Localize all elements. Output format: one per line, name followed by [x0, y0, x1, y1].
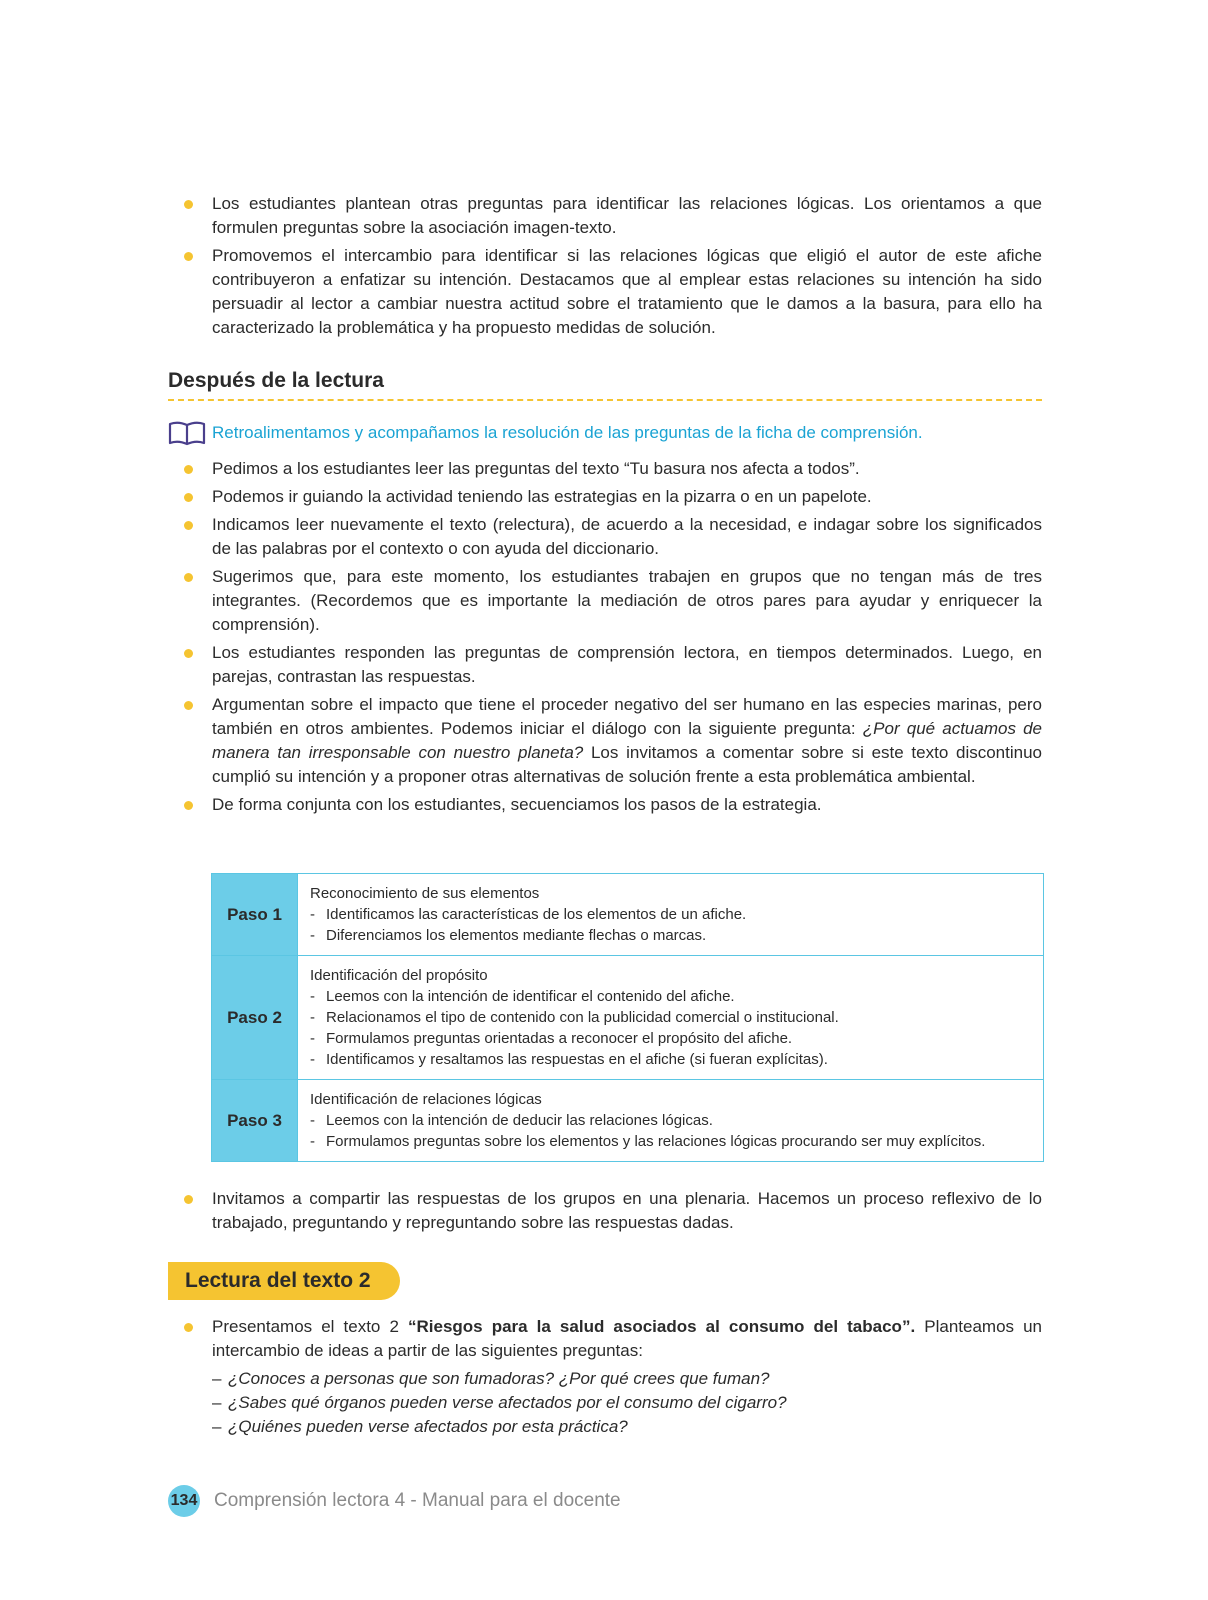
- section-heading: Después de la lectura: [168, 369, 1042, 401]
- strategy-steps-table: [211, 873, 1044, 1162]
- plenary-bullet-list: [168, 1187, 1042, 1239]
- list-item: Invitamos a compartir las respuestas de los grupos en una plenaria. Hacemos un proceso reflexivo de lo trabajado, preguntando y repreguntando sobre las respuestas dadas.: [168, 1187, 1042, 1235]
- step-label: Paso 1: [212, 874, 298, 956]
- step-item: - Leemos con la intención de deducir las relaciones lógicas.: [310, 1110, 1031, 1131]
- book-icon: [168, 420, 206, 446]
- instruction-text: Retroalimentamos y acompañamos la resolución de las preguntas de la ficha de comprensión.: [212, 423, 923, 442]
- instruction-line: [168, 420, 1042, 446]
- top-bullet-list: [168, 192, 1042, 344]
- argument-text-after: Los invitamos a comentar sobre si este texto discontinuo cumplió su intención y a proponer otras alternativas de solución frente a esta problemática ambiental.: [212, 743, 1042, 786]
- table-row: [212, 874, 1044, 956]
- step-body: [298, 874, 1044, 956]
- list-item: [168, 1315, 1042, 1439]
- list-item: Promovemos el intercambio para identificar si las relaciones lógicas que eligió el autor de este afiche contribuyeron a enfatizar su intención. Destacamos que al emplear estas relaciones su intención ha sido persuadir al lector a cambiar nuestra actitud sobre el tratamiento que le damos a la basura, para ello ha caracterizado la problemática y ha propuesto medidas de solución.: [168, 244, 1042, 340]
- list-item: Pedimos a los estudiantes leer las preguntas del texto “Tu basura nos afecta a todos”.: [168, 457, 1042, 481]
- text2-title: “Riesgos para la salud asociados al consumo del tabaco”.: [408, 1317, 916, 1336]
- footer-title: Comprensión lectora 4 - Manual para el docente: [214, 1490, 621, 1511]
- table-row: [212, 1080, 1044, 1162]
- step-item: - Leemos con la intención de identificar el contenido del afiche.: [310, 986, 1031, 1007]
- step-item: - Relacionamos el tipo de contenido con la publicidad comercial o institucional.: [310, 1007, 1031, 1028]
- list-item: Indicamos leer nuevamente el texto (relectura), de acuerdo a la necesidad, e indagar sobre los significados de las palabras por el contexto o con ayuda del diccionario.: [168, 513, 1042, 561]
- step-title: Identificación de relaciones lógicas: [310, 1091, 542, 1108]
- list-item: Podemos ir guiando la actividad teniendo las estrategias en la pizarra o en un papelote.: [168, 485, 1042, 509]
- list-item: De forma conjunta con los estudiantes, secuenciamos los pasos de la estrategia.: [168, 793, 1042, 817]
- list-item: Los estudiantes plantean otras preguntas para identificar las relaciones lógicas. Los orientamos a que formulen preguntas sobre la asociación imagen-texto.: [168, 192, 1042, 240]
- list-item: Sugerimos que, para este momento, los estudiantes trabajen en grupos que no tengan más de tres integrantes. (Recordemos que es importante la mediación de otros pares para ayudar y enriquecer la comprensión).: [168, 565, 1042, 637]
- step-item: - Formulamos preguntas orientadas a reconocer el propósito del afiche.: [310, 1028, 1031, 1049]
- list-item-argument: [168, 693, 1042, 789]
- text2-bullet-list: [168, 1315, 1042, 1443]
- argument-text-before: Argumentan sobre el impacto que tiene el proceder negativo del ser humano en las especies marinas, pero también en otros ambientes. Podemos iniciar el diálogo con la siguiente pregunta:: [212, 695, 1042, 738]
- question-item: – ¿Sabes qué órganos pueden verse afectados por el consumo del cigarro?: [212, 1391, 1042, 1415]
- step-item: - Identificamos y resaltamos las respuestas en el afiche (si fueran explícitas).: [310, 1049, 1031, 1070]
- step-body: [298, 956, 1044, 1080]
- page-footer: [168, 1485, 621, 1517]
- question-item: – ¿Quiénes pueden verse afectados por esta práctica?: [212, 1415, 1042, 1439]
- step-title: Identificación del propósito: [310, 967, 488, 984]
- table-row: [212, 956, 1044, 1080]
- page-number: 134: [168, 1485, 200, 1517]
- after-reading-bullet-list: [168, 457, 1042, 821]
- step-label: Paso 3: [212, 1080, 298, 1162]
- step-body: [298, 1080, 1044, 1162]
- step-title: Reconocimiento de sus elementos: [310, 885, 540, 902]
- question-item: – ¿Conoces a personas que son fumadoras? ¿Por qué crees que fuman?: [212, 1367, 1042, 1391]
- step-item: - Identificamos las características de los elementos de un afiche.: [310, 904, 1031, 925]
- argument-question: ¿Por qué actuamos de manera tan irresponsable con nuestro planeta?: [212, 719, 1043, 762]
- list-item: Los estudiantes responden las preguntas de comprensión lectora, en tiempos determinados. Luego, en parejas, contrastan las respuestas.: [168, 641, 1042, 689]
- step-label: Paso 2: [212, 956, 298, 1080]
- step-item: - Formulamos preguntas sobre los elementos y las relaciones lógicas procurando ser muy explícitos.: [310, 1131, 1031, 1152]
- question-list: [212, 1367, 1042, 1439]
- section-tag: Lectura del texto 2: [168, 1262, 400, 1300]
- step-item: - Diferenciamos los elementos mediante flechas o marcas.: [310, 925, 1031, 946]
- intro-text-before: Presentamos el texto 2: [212, 1317, 408, 1336]
- intro-text-after: Planteamos un intercambio de ideas a partir de las siguientes preguntas:: [212, 1317, 1042, 1360]
